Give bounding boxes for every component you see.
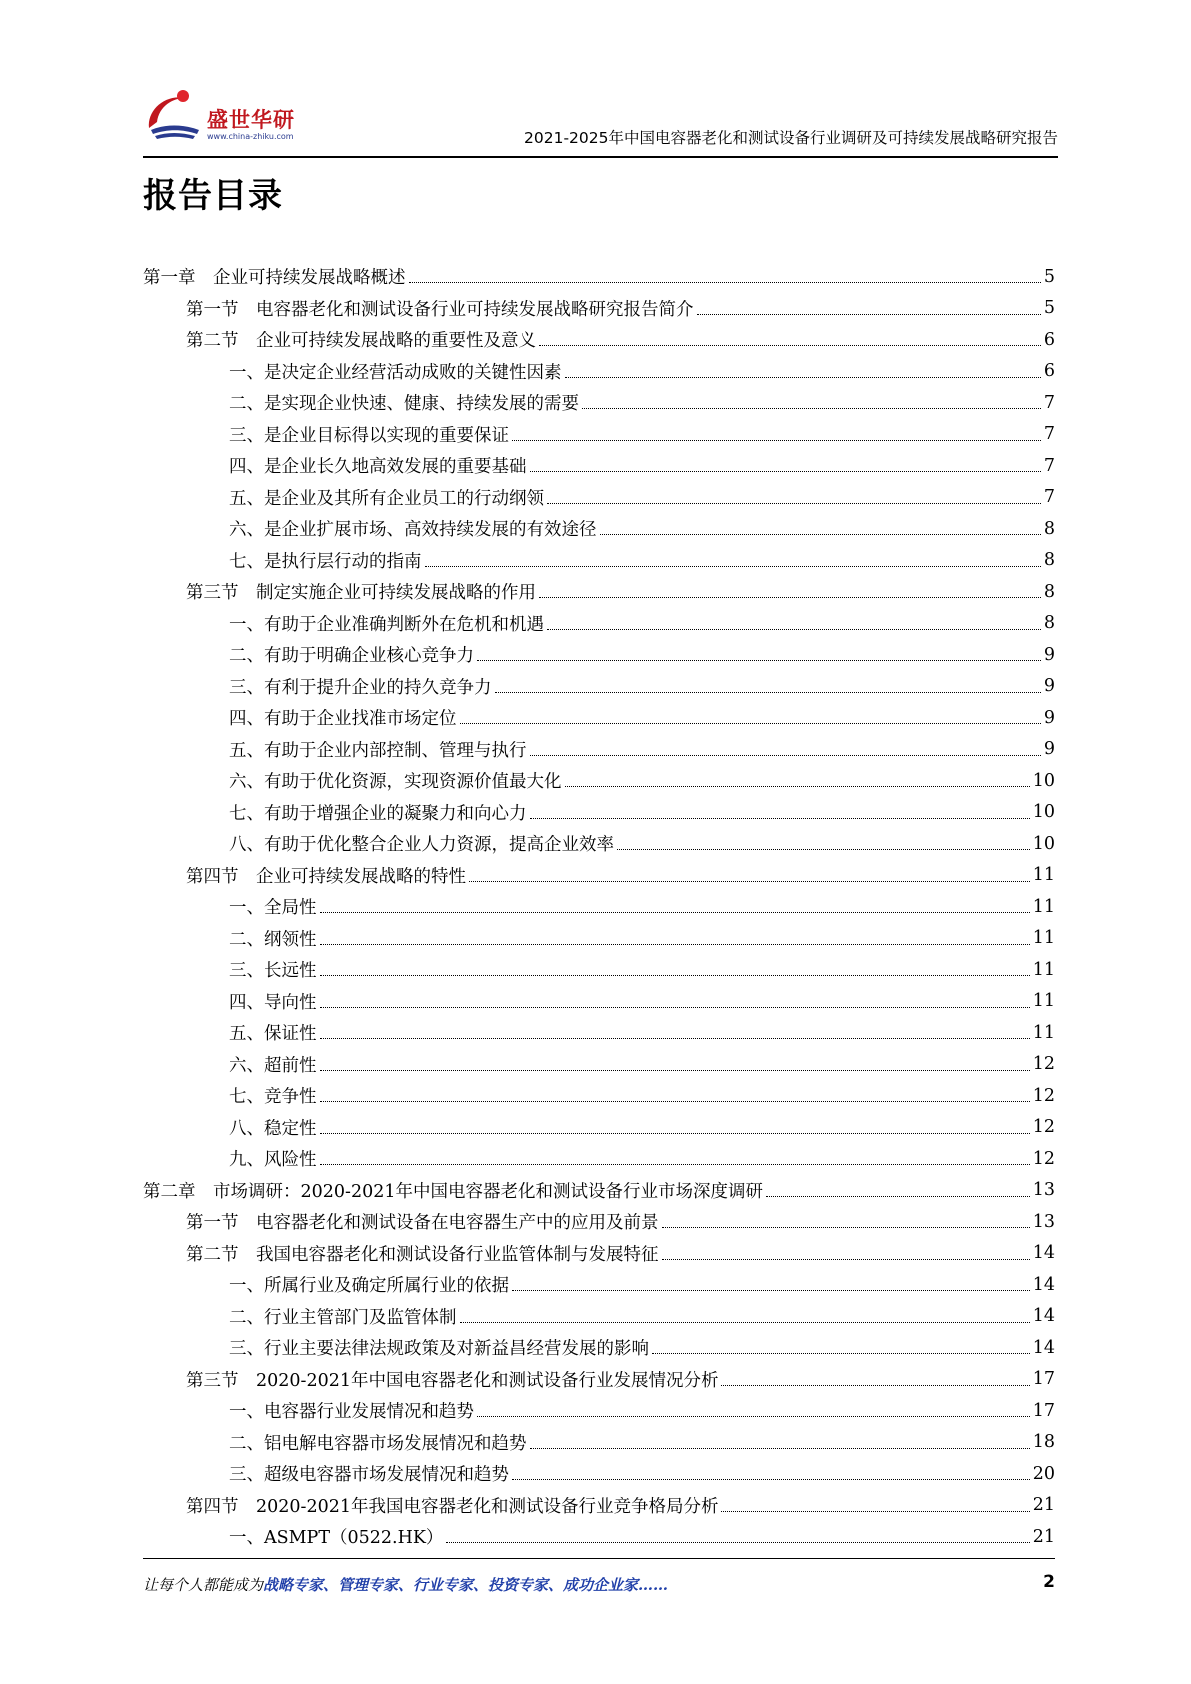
toc-entry-title: 四、是企业长久地高效发展的重要基础 <box>229 457 527 478</box>
toc-entry-page: 21 <box>1032 1526 1055 1547</box>
toc-entry[interactable] <box>143 1458 1055 1490</box>
toc-entry-page: 5 <box>1043 266 1055 287</box>
toc-entry[interactable] <box>143 1332 1055 1364</box>
toc-entry-page: 7 <box>1043 424 1055 445</box>
toc-entry-page: 17 <box>1032 1369 1055 1390</box>
toc-entry-title: 七、有助于增强企业的凝聚力和向心力 <box>229 803 527 824</box>
toc-entry-page: 6 <box>1043 361 1055 382</box>
toc-dot-leader <box>530 755 1041 756</box>
toc-entry-page: 8 <box>1043 581 1055 602</box>
toc-entry-title: 一、ASMPT（0522.HK） <box>229 1528 444 1549</box>
toc-dot-leader <box>766 1196 1030 1197</box>
toc-entry-title: 第一节 电容器老化和测试设备行业可持续发展战略研究报告简介 <box>186 299 694 320</box>
toc-entry-page: 10 <box>1032 770 1055 791</box>
toc-dot-leader <box>425 566 1041 567</box>
toc-entry-title: 第一节 电容器老化和测试设备在电容器生产中的应用及前景 <box>186 1213 659 1234</box>
toc-entry-title: 七、是执行层行动的指南 <box>229 551 422 572</box>
company-logo <box>143 84 313 146</box>
toc-entry[interactable] <box>143 765 1055 797</box>
toc-entry[interactable] <box>143 1427 1055 1459</box>
toc-entry-title: 一、是决定企业经营活动成败的关键性因素 <box>229 362 562 383</box>
toc-entry-page: 12 <box>1032 1054 1055 1075</box>
logo-name: 盛世华研 <box>207 108 295 132</box>
toc-entry-page: 12 <box>1032 1085 1055 1106</box>
toc-entry[interactable] <box>143 1206 1055 1238</box>
toc-dot-leader <box>320 975 1030 976</box>
toc-entry-page: 7 <box>1043 487 1055 508</box>
toc-entry-title: 三、是企业目标得以实现的重要保证 <box>229 425 509 446</box>
toc-dot-leader <box>662 1227 1030 1228</box>
toc-entry[interactable] <box>143 1175 1055 1207</box>
toc-dot-leader <box>600 534 1041 535</box>
footer-slogan <box>143 1574 668 1595</box>
toc-dot-leader <box>446 1542 1029 1543</box>
toc-entry-title: 第二章 市场调研：2020-2021年中国电容器老化和测试设备行业市场深度调研 <box>143 1181 763 1202</box>
toc-entry[interactable] <box>143 261 1055 293</box>
toc-entry[interactable] <box>143 450 1055 482</box>
toc-dot-leader <box>320 1007 1030 1008</box>
toc-dot-leader <box>469 881 1030 882</box>
toc-dot-leader <box>320 1164 1030 1165</box>
toc-entry-page: 14 <box>1032 1306 1055 1327</box>
toc-entry-page: 11 <box>1032 991 1055 1012</box>
toc-entry-title: 四、导向性 <box>229 992 317 1013</box>
toc-entry[interactable] <box>143 576 1055 608</box>
toc-entry-title: 八、有助于优化整合企业人力资源，提高企业效率 <box>229 835 614 856</box>
toc-dot-leader <box>697 314 1041 315</box>
toc-entry[interactable] <box>143 513 1055 545</box>
toc-entry[interactable] <box>143 419 1055 451</box>
toc-dot-leader <box>530 1448 1030 1449</box>
toc-entry[interactable] <box>143 324 1055 356</box>
logo-url: www.china-zhiku.com <box>207 132 294 141</box>
toc-dot-leader <box>662 1259 1030 1260</box>
toc-entry[interactable] <box>143 293 1055 325</box>
toc-entry-title: 三、行业主要法律法规政策及对新益昌经营发展的影响 <box>229 1339 649 1360</box>
toc-entry-page: 7 <box>1043 455 1055 476</box>
toc-entry[interactable] <box>143 891 1055 923</box>
toc-entry-page: 13 <box>1032 1211 1055 1232</box>
toc-entry-page: 11 <box>1032 865 1055 886</box>
toc-entry[interactable] <box>143 1080 1055 1112</box>
toc-entry[interactable] <box>143 702 1055 734</box>
toc-entry[interactable] <box>143 954 1055 986</box>
toc-entry-title: 三、长远性 <box>229 961 317 982</box>
toc-dot-leader <box>320 1101 1030 1102</box>
toc-entry-page: 17 <box>1032 1400 1055 1421</box>
toc-entry-page: 12 <box>1032 1117 1055 1138</box>
toc-entry[interactable] <box>143 1490 1055 1522</box>
toc-entry-page: 7 <box>1043 392 1055 413</box>
toc-entry-title: 第三节 制定实施企业可持续发展战略的作用 <box>186 583 536 604</box>
toc-entry[interactable] <box>143 1238 1055 1270</box>
toc-entry-page: 18 <box>1032 1432 1055 1453</box>
toc-entry[interactable] <box>143 797 1055 829</box>
toc-entry-page: 5 <box>1043 298 1055 319</box>
toc-entry-title: 一、有助于企业准确判断外在危机和机遇 <box>229 614 544 635</box>
toc-entry-title: 五、有助于企业内部控制、管理与执行 <box>229 740 527 761</box>
footer-divider <box>143 1558 1055 1559</box>
report-title: 2021-2025年中国电容器老化和测试设备行业调研及可持续发展战略研究报告 <box>524 129 1058 147</box>
toc-entry-page: 13 <box>1032 1180 1055 1201</box>
toc-entry-page: 10 <box>1032 833 1055 854</box>
toc-entry-title: 九、风险性 <box>229 1150 317 1171</box>
toc-entry-page: 9 <box>1043 739 1055 760</box>
header-divider <box>143 156 1058 158</box>
toc-entry-page: 21 <box>1032 1495 1055 1516</box>
toc-dot-leader <box>320 1038 1030 1039</box>
toc-entry-page: 8 <box>1043 613 1055 634</box>
toc-dot-leader <box>565 786 1030 787</box>
toc-dot-leader <box>547 629 1041 630</box>
toc-entry-title: 三、超级电容器市场发展情况和趋势 <box>229 1465 509 1486</box>
toc-entry[interactable] <box>143 671 1055 703</box>
toc-entry-title: 三、有利于提升企业的持久竞争力 <box>229 677 492 698</box>
toc-entry-page: 11 <box>1032 1022 1055 1043</box>
toc-dot-leader <box>617 849 1030 850</box>
toc-entry-page: 11 <box>1032 928 1055 949</box>
toc-dot-leader <box>565 377 1041 378</box>
toc-entry-title: 二、铝电解电容器市场发展情况和趋势 <box>229 1433 527 1454</box>
toc-entry[interactable] <box>143 1301 1055 1333</box>
toc-entry-page: 20 <box>1032 1463 1055 1484</box>
toc-dot-leader <box>320 1070 1030 1071</box>
toc-entry-page: 14 <box>1032 1243 1055 1264</box>
toc-dot-leader <box>512 1479 1030 1480</box>
toc-dot-leader <box>539 345 1041 346</box>
toc-entry-title: 二、有助于明确企业核心竞争力 <box>229 646 474 667</box>
toc-entry-title: 八、稳定性 <box>229 1118 317 1139</box>
toc-entry-title: 第二节 企业可持续发展战略的重要性及意义 <box>186 331 536 352</box>
toc-dot-leader <box>320 1133 1030 1134</box>
toc-entry[interactable] <box>143 608 1055 640</box>
toc-entry-page: 8 <box>1043 550 1055 571</box>
toc-entry-page: 11 <box>1032 959 1055 980</box>
toc-entry-title: 二、是实现企业快速、健康、持续发展的需要 <box>229 394 579 415</box>
toc-entry[interactable] <box>143 1143 1055 1175</box>
toc-dot-leader <box>721 1511 1029 1512</box>
toc-entry[interactable] <box>143 356 1055 388</box>
toc-entry[interactable] <box>143 860 1055 892</box>
toc-entry[interactable] <box>143 482 1055 514</box>
toc-dot-leader <box>460 723 1041 724</box>
toc-entry-title: 四、有助于企业找准市场定位 <box>229 709 457 730</box>
toc-dot-leader <box>320 912 1030 913</box>
toc-entry[interactable] <box>143 387 1055 419</box>
toc-dot-leader <box>477 660 1041 661</box>
toc-entry[interactable] <box>143 923 1055 955</box>
toc-entry-page: 9 <box>1043 676 1055 697</box>
toc-entry-title: 二、行业主管部门及监管体制 <box>229 1307 457 1328</box>
toc-dot-leader <box>721 1385 1029 1386</box>
toc-dot-leader <box>530 471 1041 472</box>
toc-entry-page: 9 <box>1043 644 1055 665</box>
toc-entry-page: 11 <box>1032 896 1055 917</box>
page-header <box>143 84 1058 159</box>
toc-entry-title: 六、超前性 <box>229 1055 317 1076</box>
toc-entry-page: 9 <box>1043 707 1055 728</box>
toc-dot-leader <box>512 440 1041 441</box>
toc-entry-title: 一、所属行业及确定所属行业的依据 <box>229 1276 509 1297</box>
toc-entry-title: 五、是企业及其所有企业员工的行动纲领 <box>229 488 544 509</box>
toc-entry[interactable] <box>143 1269 1055 1301</box>
toc-entry[interactable] <box>143 1112 1055 1144</box>
toc-dot-leader <box>477 1416 1030 1417</box>
toc-dot-leader <box>530 818 1030 819</box>
toc-dot-leader <box>495 692 1041 693</box>
toc-entry-page: 10 <box>1032 802 1055 823</box>
toc-entry-page: 8 <box>1043 518 1055 539</box>
toc-dot-leader <box>409 282 1041 283</box>
toc-entry-title: 第四节 企业可持续发展战略的特性 <box>186 866 466 887</box>
table-of-contents <box>143 261 1055 1553</box>
toc-entry-page: 6 <box>1043 329 1055 350</box>
toc-entry[interactable] <box>143 1049 1055 1081</box>
toc-entry-title: 第四节 2020-2021年我国电容器老化和测试设备行业竞争格局分析 <box>186 1496 719 1517</box>
toc-entry-page: 12 <box>1032 1148 1055 1169</box>
toc-entry[interactable] <box>143 1017 1055 1049</box>
toc-entry-page: 14 <box>1032 1274 1055 1295</box>
toc-entry[interactable] <box>143 639 1055 671</box>
toc-entry-page: 14 <box>1032 1337 1055 1358</box>
toc-entry[interactable] <box>143 1395 1055 1427</box>
toc-dot-leader <box>512 1290 1030 1291</box>
page-number: 2 <box>1043 1572 1055 1592</box>
toc-entry-title: 六、是企业扩展市场、高效持续发展的有效途径 <box>229 520 597 541</box>
toc-entry-title: 一、全局性 <box>229 898 317 919</box>
toc-dot-leader <box>582 408 1041 409</box>
toc-entry-title: 七、竞争性 <box>229 1087 317 1108</box>
toc-entry[interactable] <box>143 1521 1055 1553</box>
toc-entry[interactable] <box>143 545 1055 577</box>
footer-slogan-prefix: 让每个人都能成为 <box>143 1576 264 1594</box>
toc-dot-leader <box>320 944 1030 945</box>
toc-dot-leader <box>460 1322 1030 1323</box>
toc-entry-title: 一、电容器行业发展情况和趋势 <box>229 1402 474 1423</box>
toc-entry[interactable] <box>143 1364 1055 1396</box>
toc-entry-title: 第三节 2020-2021年中国电容器老化和测试设备行业发展情况分析 <box>186 1370 719 1391</box>
toc-entry-title: 六、有助于优化资源，实现资源价值最大化 <box>229 772 562 793</box>
toc-entry-title: 五、保证性 <box>229 1024 317 1045</box>
toc-dot-leader <box>547 503 1041 504</box>
toc-entry-title: 二、纲领性 <box>229 929 317 950</box>
toc-entry-title: 第一章 企业可持续发展战略概述 <box>143 268 406 289</box>
toc-entry[interactable] <box>143 734 1055 766</box>
toc-entry-title: 第二节 我国电容器老化和测试设备行业监管体制与发展特征 <box>186 1244 659 1265</box>
toc-entry[interactable] <box>143 986 1055 1018</box>
toc-dot-leader <box>652 1353 1030 1354</box>
logo-swoosh-icon <box>143 84 205 146</box>
page-title: 报告目录 <box>143 176 283 216</box>
toc-entry[interactable] <box>143 828 1055 860</box>
footer-slogan-highlight: 战略专家、管理专家、行业专家、投资专家、成功企业家…… <box>263 1576 669 1594</box>
toc-dot-leader <box>539 597 1041 598</box>
